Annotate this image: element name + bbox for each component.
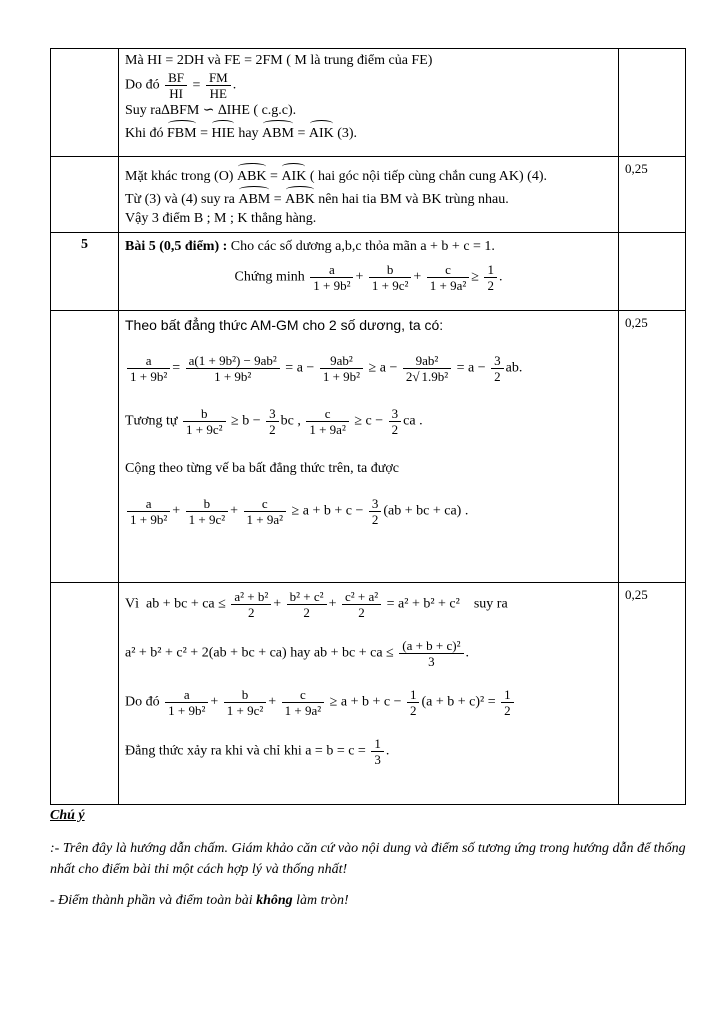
formula-line: Đẳng thức xảy ra khi và chỉ khi a = b = c = $\frac{1}{3}$ . bbox=[125, 736, 390, 767]
question-number-cell bbox=[51, 583, 119, 805]
angle-line: Mặt khác trong (O) ABK = AIK ( hai góc nội tiếp cùng chắn cung AK) (4). bbox=[125, 163, 612, 186]
table-row bbox=[51, 49, 686, 157]
question-number-cell bbox=[51, 157, 119, 233]
score-cell bbox=[619, 49, 686, 157]
text-line: Cộng theo từng vế ba bất đẳng thức trên, ta được bbox=[125, 461, 399, 476]
solution-cell bbox=[119, 157, 619, 233]
problem-title: Bài 5 (0,5 điểm) : bbox=[125, 239, 228, 254]
angle-line: Khi đó FBM = HIE hay ABM = AIK (3). bbox=[125, 120, 612, 143]
text-line: Mà HI = 2DH và FE = 2FM ( M là trung điểm của FE) bbox=[125, 53, 433, 68]
formula-line: $\frac{a}{\text{1 + 9b²}}$ = $\frac{\text{a(1 + 9b²) − 9ab²}}{\text{1 + 9b²}}$ = a − $\frac{\text{9ab²}}{\text{1 + 9b²}}$ ≥ a − $\frac{\text{9ab²}}{\text{2√ 1.9b²}}$ = a − $\frac{3}{2}$ ab. bbox=[125, 353, 612, 384]
formula-line: Tương tự $\frac{b}{\text{1 + 9c²}}$ ≥ b − $\frac{3}{2}$ bc , $\frac{c}{\text{1 + 9a²}}$ ≥ c − $\frac{3}{2}$ ca . bbox=[125, 406, 423, 437]
score-cell bbox=[619, 233, 686, 311]
formula-line: Vì ab + bc + ca ≤ $\frac{\text{a² + b²}}{2}$ + $\frac{\text{b² + c²}}{2}$ + $\frac{\text{c² + a²}}{2}$ = a² + b² + c² suy ra bbox=[125, 589, 508, 620]
notes-section bbox=[50, 805, 690, 911]
problem-title-line: Bài 5 (0,5 điểm) : Cho các số dương a,b,c thỏa mãn a + b + c = 1. bbox=[125, 239, 495, 254]
formula-line: a² + b² + c² + 2(ab + bc + ca) hay ab + bc + ca ≤ $\frac{\text{(a + b + c)²}}{3}$ . bbox=[125, 638, 470, 669]
notes-heading: Chú ý bbox=[50, 808, 85, 823]
prove-line: Chứng minh $\frac{a}{\text{1 + 9b²}}$ + $\frac{b}{\text{1 + 9c²}}$ + $\frac{c}{\text{1 + 9a²}}$ ≥ $\frac{1}{2}$ . bbox=[234, 262, 503, 293]
text-line: Suy ra∆BFM ∽ ∆IHE ( c.g.c). bbox=[125, 103, 297, 118]
angle-label: AIK bbox=[281, 163, 306, 186]
note-paragraph: - Điểm thành phần và điểm toàn bài không làm tròn! bbox=[50, 893, 349, 908]
table-row bbox=[51, 311, 686, 583]
note-paragraph: :- Trên đây là hướng dẫn chấm. Giám khảo căn cứ vào nội dung và điểm số tương ứng trong hướng dẫn để thống nhất cho điểm bài thi một cách hợp lý và thống nhất! bbox=[50, 841, 686, 877]
problem-statement-cell bbox=[119, 233, 619, 311]
question-number-cell bbox=[51, 311, 119, 583]
grading-table bbox=[50, 48, 686, 805]
angle-label: ABM bbox=[238, 186, 270, 209]
formula-line: Do đó $\frac{a}{\text{1 + 9b²}}$ + $\frac{b}{\text{1 + 9c²}}$ + $\frac{c}{\text{1 + 9a²}}$ ≥ a + b + c − $\frac{1}{2}$ (a + b + c)² = $\frac{1}{2}$ bbox=[125, 687, 612, 718]
angle-label: ABK bbox=[285, 186, 315, 209]
fraction: $\frac{FM}{HE}$ bbox=[206, 70, 231, 101]
score-cell: 0,25 bbox=[619, 157, 686, 233]
formula-line: $\frac{a}{\text{1 + 9b²}}$ + $\frac{b}{\text{1 + 9c²}}$ + $\frac{c}{\text{1 + 9a²}}$ ≥ a + b + c − $\frac{3}{2}$ (ab + bc + ca) . bbox=[125, 496, 612, 527]
angle-label: ABK bbox=[237, 163, 267, 186]
angle-label: ABM bbox=[262, 120, 294, 143]
angle-label: HIE bbox=[211, 120, 234, 143]
table-row bbox=[51, 157, 686, 233]
ratio-line: Do đó $\frac{BF}{HI}$ = $\frac{FM}{HE}$ . bbox=[125, 70, 237, 101]
score-cell: 0,25 bbox=[619, 311, 686, 583]
solution-cell bbox=[119, 583, 619, 805]
angle-label: AIK bbox=[309, 120, 334, 143]
question-number-cell: 5 bbox=[51, 233, 119, 311]
table-row bbox=[51, 583, 686, 805]
solution-cell bbox=[119, 49, 619, 157]
angle-label: FBM bbox=[167, 120, 197, 143]
angle-line: Từ (3) và (4) suy ra ABM = ABK nên hai tia BM và BK trùng nhau. bbox=[125, 186, 612, 209]
text-line: Vậy 3 điểm B ; M ; K thẳng hàng. bbox=[125, 211, 317, 226]
solution-cell bbox=[119, 311, 619, 583]
question-number-cell bbox=[51, 49, 119, 157]
table-row bbox=[51, 233, 686, 311]
score-cell: 0,25 bbox=[619, 583, 686, 805]
fraction: $\frac{BF}{HI}$ bbox=[165, 70, 187, 101]
text-line: Theo bất đẳng thức AM-GM cho 2 số dương, ta có: bbox=[125, 317, 444, 333]
